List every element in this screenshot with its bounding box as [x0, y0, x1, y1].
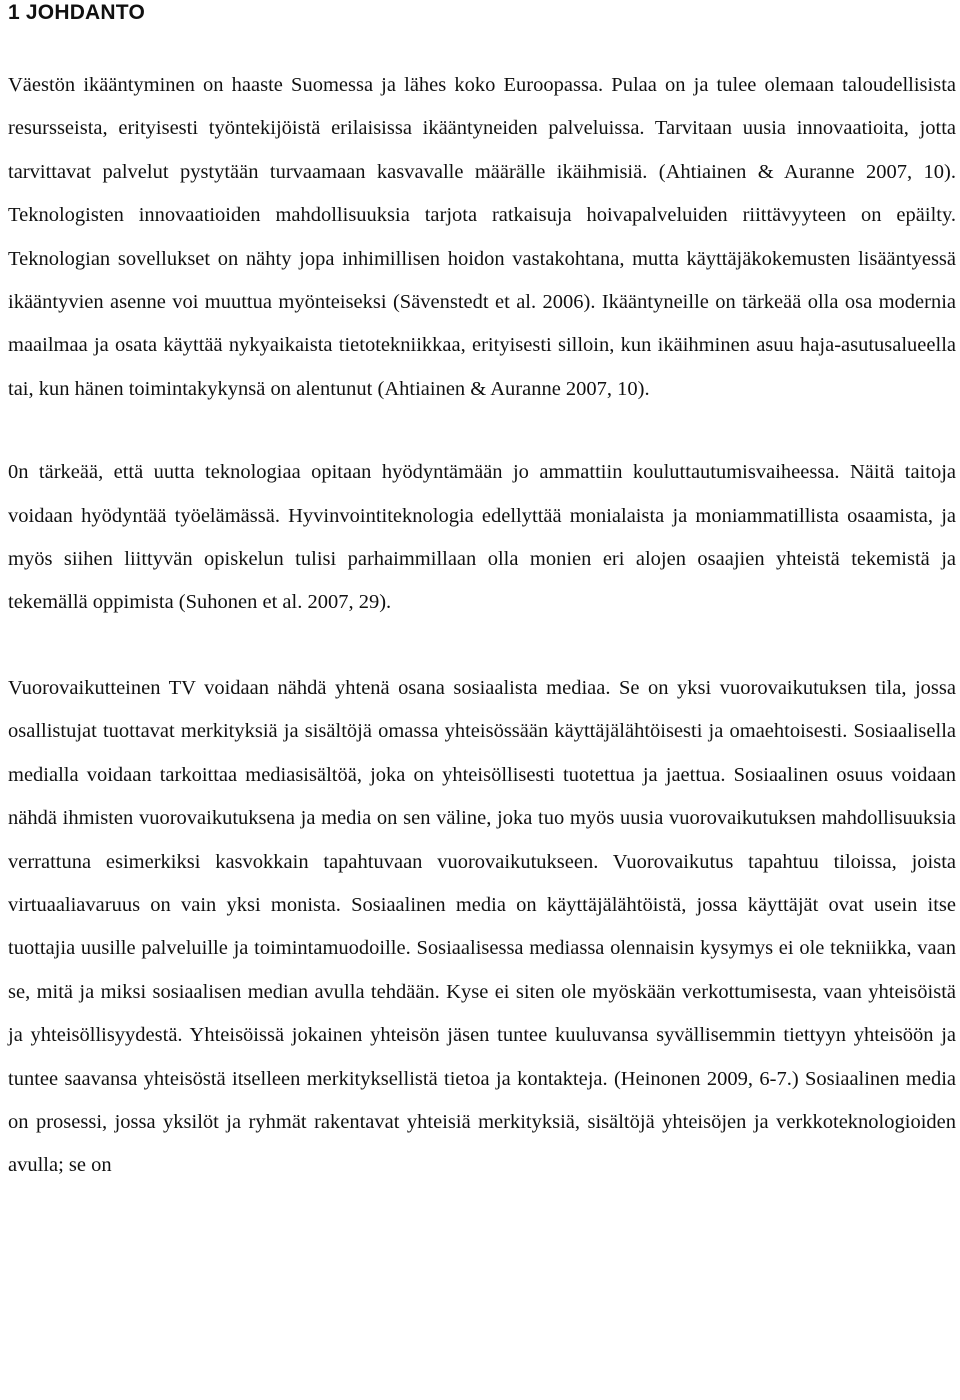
- paragraph-3: Vuorovaikutteinen TV voidaan nähdä yhtenä osana sosiaalista mediaa. Se on yksi vuorovaikutuksen tila, jossa osallistujat tuottavat merkityksiä ja sisältöjä omassa yhteisössään käyttäjälähtöisesti ja omaehtoisesti. Sosiaalisella medialla voidaan tarkoittaa mediasisältöä, joka on yhteisöllisesti tuotettua ja jaettua. Sosiaalinen osuus voidaan nähdä ihmisten vuorovaikutuksena ja media on sen väline, joka tuo myös uusia vuorovaikutuksen mahdollisuuksia verrattuna esimerkiksi kasvokkain tapahtuvaan vuorovaikutukseen. Vuorovaikutus tapahtuu tiloissa, joista virtuaaliavaruus on vain yksi monista. Sosiaalinen media on käyttäjälähtöistä, jossa käyttäjät ovat usein itse tuottajia uusille palveluille ja toimintamuodoille. Sosiaalisessa mediassa olennaisin kysymys ei ole tekniikka, vaan se, mitä ja miksi sosiaalisen median avulla tehdään. Kyse ei siten ole myöskään verkottumisesta, vaan yhteisöistä ja yhteisöllisyydestä. Yhteisöissä jokainen yhteisön jäsen tuntee kuuluvansa syvällisemmin tiettyyn yhteisöön ja tuntee saavansa yhteisöstä itselleen merkityksellistä tietoa ja kontakteja. (Heinonen 2009, 6-7.) Sosiaalinen media on prosessi, jossa yksilöt ja ryhmät rakentavat yhteisiä merkityksiä, sisältöjä yhteisöjen ja verkkoteknologioiden avulla; se on: [8, 676, 956, 1177]
- document-page: [8, 0, 956, 1188]
- section-heading: 1 JOHDANTO: [8, 1, 145, 24]
- paragraph-2: 0n tärkeää, että uutta teknologiaa opitaan hyödyntämään jo ammattiin kouluttautumisvaiheessa. Näitä taitoja voidaan hyödyntää työelämässä. Hyvinvointiteknologia edellyttää monialaista ja moniammatillista osaamista, ja myös siihen liittyvän opiskelun tulisi parhaimmillaan olla monien eri alojen osaajien yhteistä tekemistä ja tekemällä oppimista (Suhonen et al. 2007, 29).: [8, 461, 956, 614]
- paragraph-1: Väestön ikääntyminen on haaste Suomessa ja lähes koko Euroopassa. Pulaa on ja tulee olemaan taloudellisista resursseista, erityisesti työntekijöistä erilaisissa ikääntyneiden palveluissa. Tarvitaan uusia innovaatioita, jotta tarvittavat palvelut pystytään turvaamaan kasvavalle määrälle ikäihmisiä. (Ahtiainen & Auranne 2007, 10). Teknologisten innovaatioiden mahdollisuuksia tarjota ratkaisuja hoivapalveluiden riittävyyteen on epäilty. Teknologian sovellukset on nähty jopa inhimillisen hoidon vastakohtana, mutta käyttäjäkokemusten lisääntyessä ikääntyvien asenne voi muuttua myönteiseksi (Sävenstedt et al. 2006). Ikääntyneille on tärkeää olla osa modernia maailmaa ja osata käyttää nykyaikaista tietotekniikkaa, erityisesti silloin, kun ikäihminen asuu haja-asutusalueella tai, kun hänen toimintakykynsä on alentunut (Ahtiainen & Auranne 2007, 10).: [8, 74, 956, 400]
